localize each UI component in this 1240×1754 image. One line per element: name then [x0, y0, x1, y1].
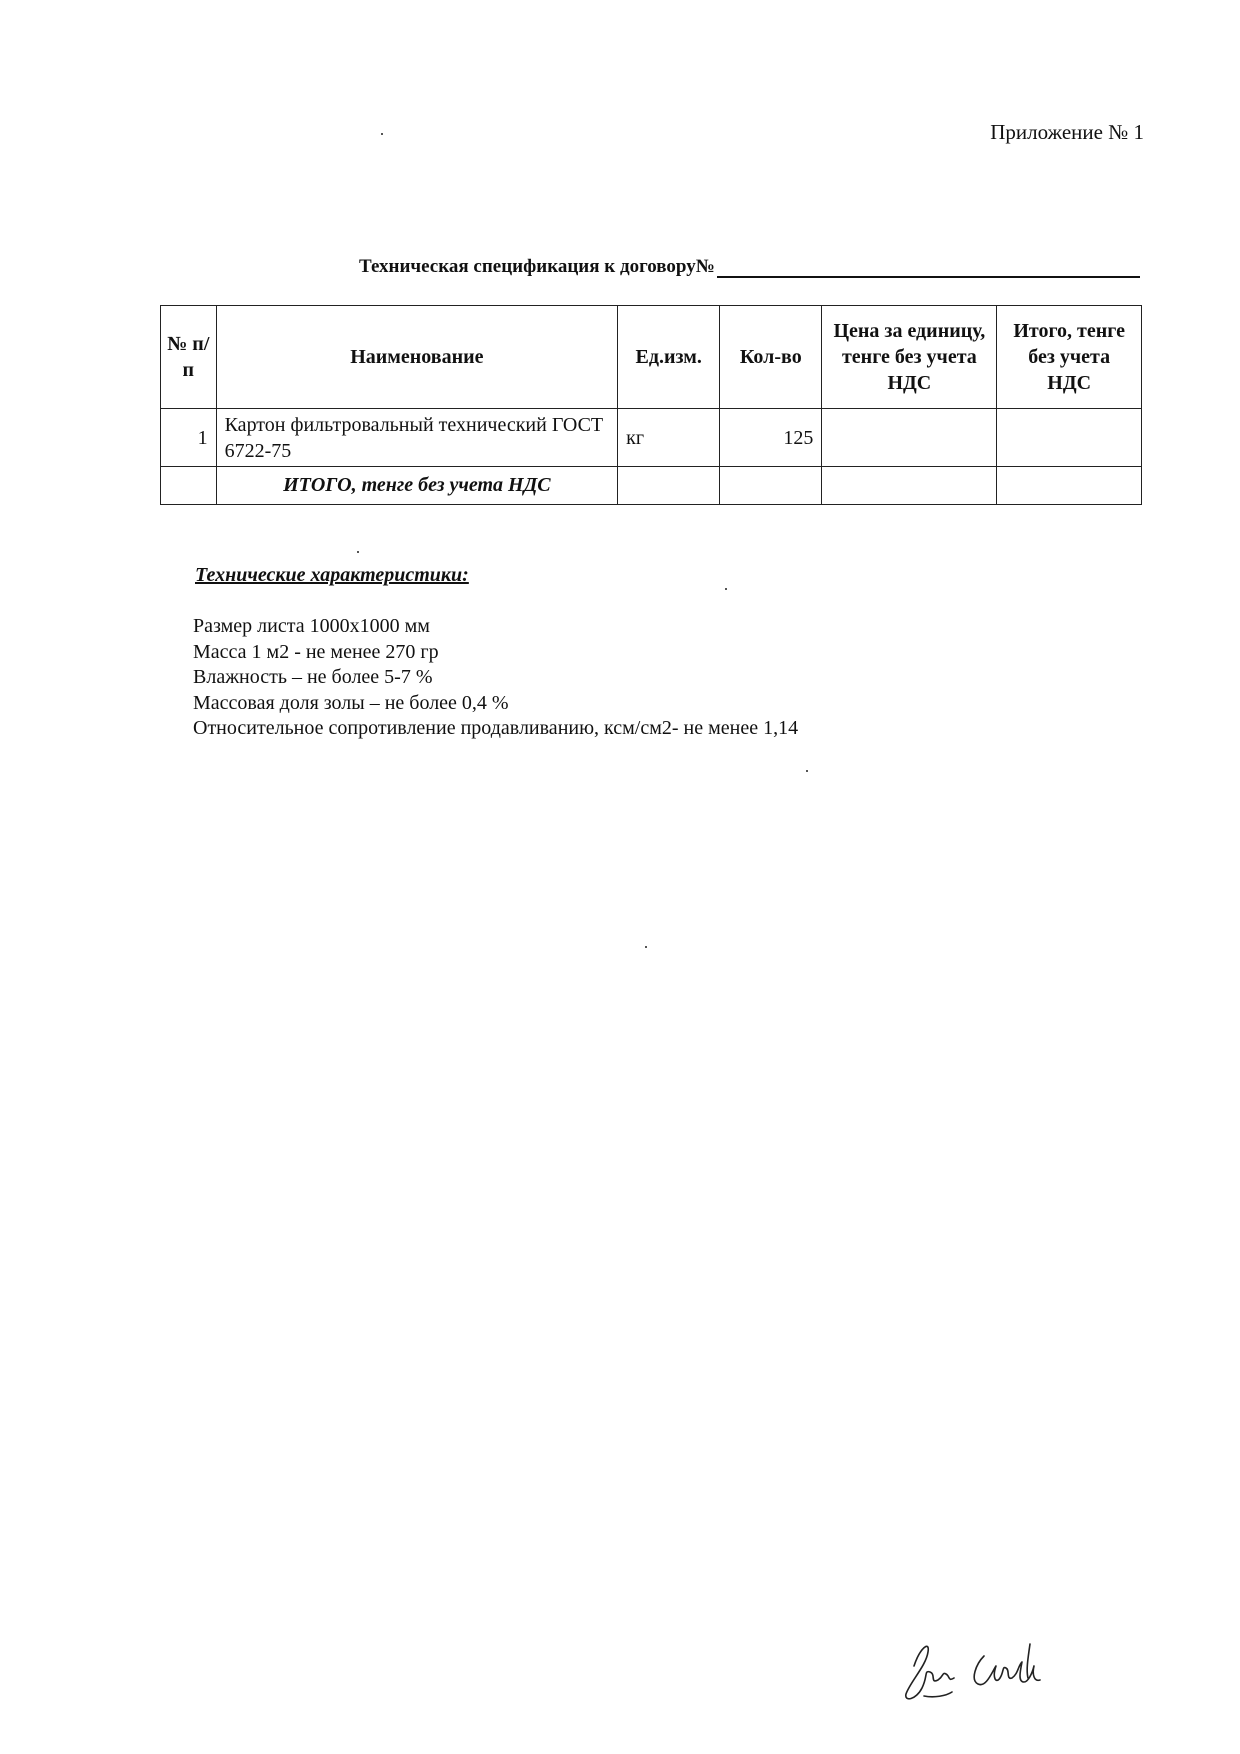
table-total-row	[161, 467, 1142, 505]
list-item: Массовая доля золы – не более 0,4 %	[193, 691, 509, 714]
item-unit-price	[822, 409, 997, 467]
appendix-label: Приложение № 1	[990, 120, 1144, 144]
column-header-number: № п/п	[161, 306, 217, 409]
total-sum-cell	[997, 467, 1142, 505]
list-item: Размер листа 1000х1000 мм	[193, 615, 430, 637]
total-unit-cell	[618, 467, 720, 505]
column-header-unit: Ед.изм.	[618, 306, 720, 409]
total-row-number-cell	[161, 467, 217, 505]
scan-speck	[357, 551, 359, 553]
list-item: Относительное сопротивление продавливанию, ксм/см2- не менее 1,14	[193, 717, 799, 739]
handwritten-signature	[900, 1626, 1060, 1706]
row-number: 1	[161, 409, 217, 467]
scan-speck	[645, 946, 647, 948]
total-quantity-cell	[720, 467, 822, 505]
scan-speck	[806, 770, 808, 772]
scan-speck	[381, 133, 383, 135]
column-header-name: Наименование	[216, 306, 618, 409]
document-title: Техническая спецификация к договору№	[359, 256, 715, 277]
document-title-row	[359, 254, 1140, 278]
item-quantity: 125	[720, 409, 822, 467]
total-label: ИТОГО, тенге без учета НДС	[216, 467, 618, 505]
list-item: Масса 1 м2 - не менее 270 гр	[193, 640, 439, 663]
total-price-cell	[822, 467, 997, 505]
specification-table	[160, 305, 1142, 505]
column-header-total: Итого, тенге без учета НДС	[997, 306, 1142, 409]
column-header-quantity: Кол-во	[720, 306, 822, 409]
item-unit: кг	[618, 409, 720, 467]
scan-speck	[725, 588, 727, 590]
characteristics-list	[193, 614, 798, 742]
column-header-unit-price: Цена за единицу, тенге без учета НДС	[822, 306, 997, 409]
item-total	[997, 409, 1142, 467]
contract-number-blank	[717, 254, 1140, 278]
item-name: Картон фильтровальный технический ГОСТ 6722-75	[216, 409, 618, 467]
list-item: Влажность – не более 5-7 %	[193, 666, 433, 688]
table-row	[161, 409, 1142, 467]
table-header-row	[161, 306, 1142, 409]
characteristics-heading: Технические характеристики:	[195, 564, 469, 586]
